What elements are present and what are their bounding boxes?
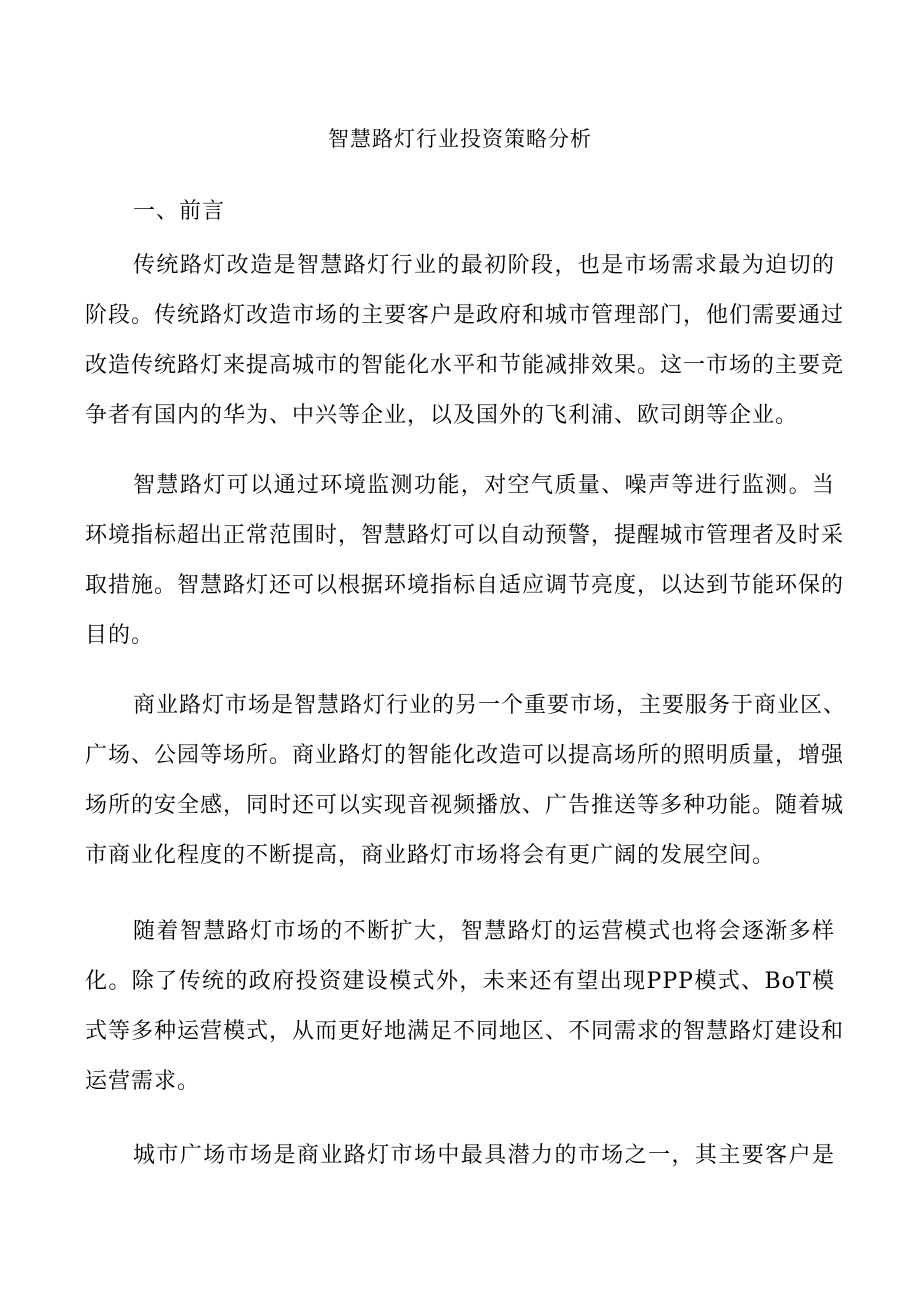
paragraph-line: 目的。 (85, 623, 155, 648)
paragraph-line: 争者有国内的华为、中兴等企业，以及国外的飞利浦、欧司朗等企业。 (85, 403, 799, 428)
paragraph-line: 环境指标超出正常范围时，智慧路灯可以自动预警，提醒城市管理者及时采 (85, 523, 845, 548)
paragraph-line: 改造传统路灯来提高城市的智能化水平和节能减排效果。这一市场的主要竞 (85, 353, 845, 378)
paragraph-line: 运营需求。 (85, 1069, 201, 1094)
section-heading: 一、前言 (133, 199, 226, 224)
paragraph-5 (85, 1131, 835, 1181)
paragraph-line: 市商业化程度的不断提高，商业路灯市场将会有更广阔的发展空间。 (85, 843, 776, 868)
paragraph-line: 取措施。智慧路灯还可以根据环境指标自适应调节亮度，以达到节能环保的 (85, 573, 845, 598)
paragraph-2 (85, 461, 845, 661)
paragraph-3 (85, 681, 847, 881)
paragraph-line: 阶段。传统路灯改造市场的主要客户是政府和城市管理部门，他们需要通过 (85, 303, 845, 328)
paragraph-1 (85, 241, 845, 441)
paragraph-line: 城市广场市场是商业路灯市场中最具潜力的市场之一，其主要客户是 (133, 1143, 835, 1168)
document-title: 智慧路灯行业投资策略分析 (328, 127, 592, 151)
paragraph-line: 随着智慧路灯市场的不断扩大，智慧路灯的运营模式也将会逐渐多样 (133, 919, 835, 944)
paragraph-line: 传统路灯改造是智慧路灯行业的最初阶段，也是市场需求最为迫切的 (133, 253, 835, 278)
paragraph-line: 场所的安全感，同时还可以实现音视频播放、广告推送等多种功能。随着城 (85, 793, 845, 818)
paragraph-line: 商业路灯市场是智慧路灯行业的另一个重要市场，主要服务于商业区、 (133, 693, 847, 718)
paragraph-line: 广场、公园等场所。商业路灯的智能化改造可以提高场所的照明质量，增强 (85, 743, 845, 768)
paragraph-line: 化。除了传统的政府投资建设模式外，未来还有望出现PPP模式、BoT模 (85, 969, 835, 994)
paragraph-4 (85, 907, 845, 1107)
paragraph-line: 式等多种运营模式，从而更好地满足不同地区、不同需求的智慧路灯建设和 (85, 1019, 845, 1044)
paragraph-line: 智慧路灯可以通过环境监测功能，对空气质量、噪声等进行监测。当 (133, 473, 835, 498)
